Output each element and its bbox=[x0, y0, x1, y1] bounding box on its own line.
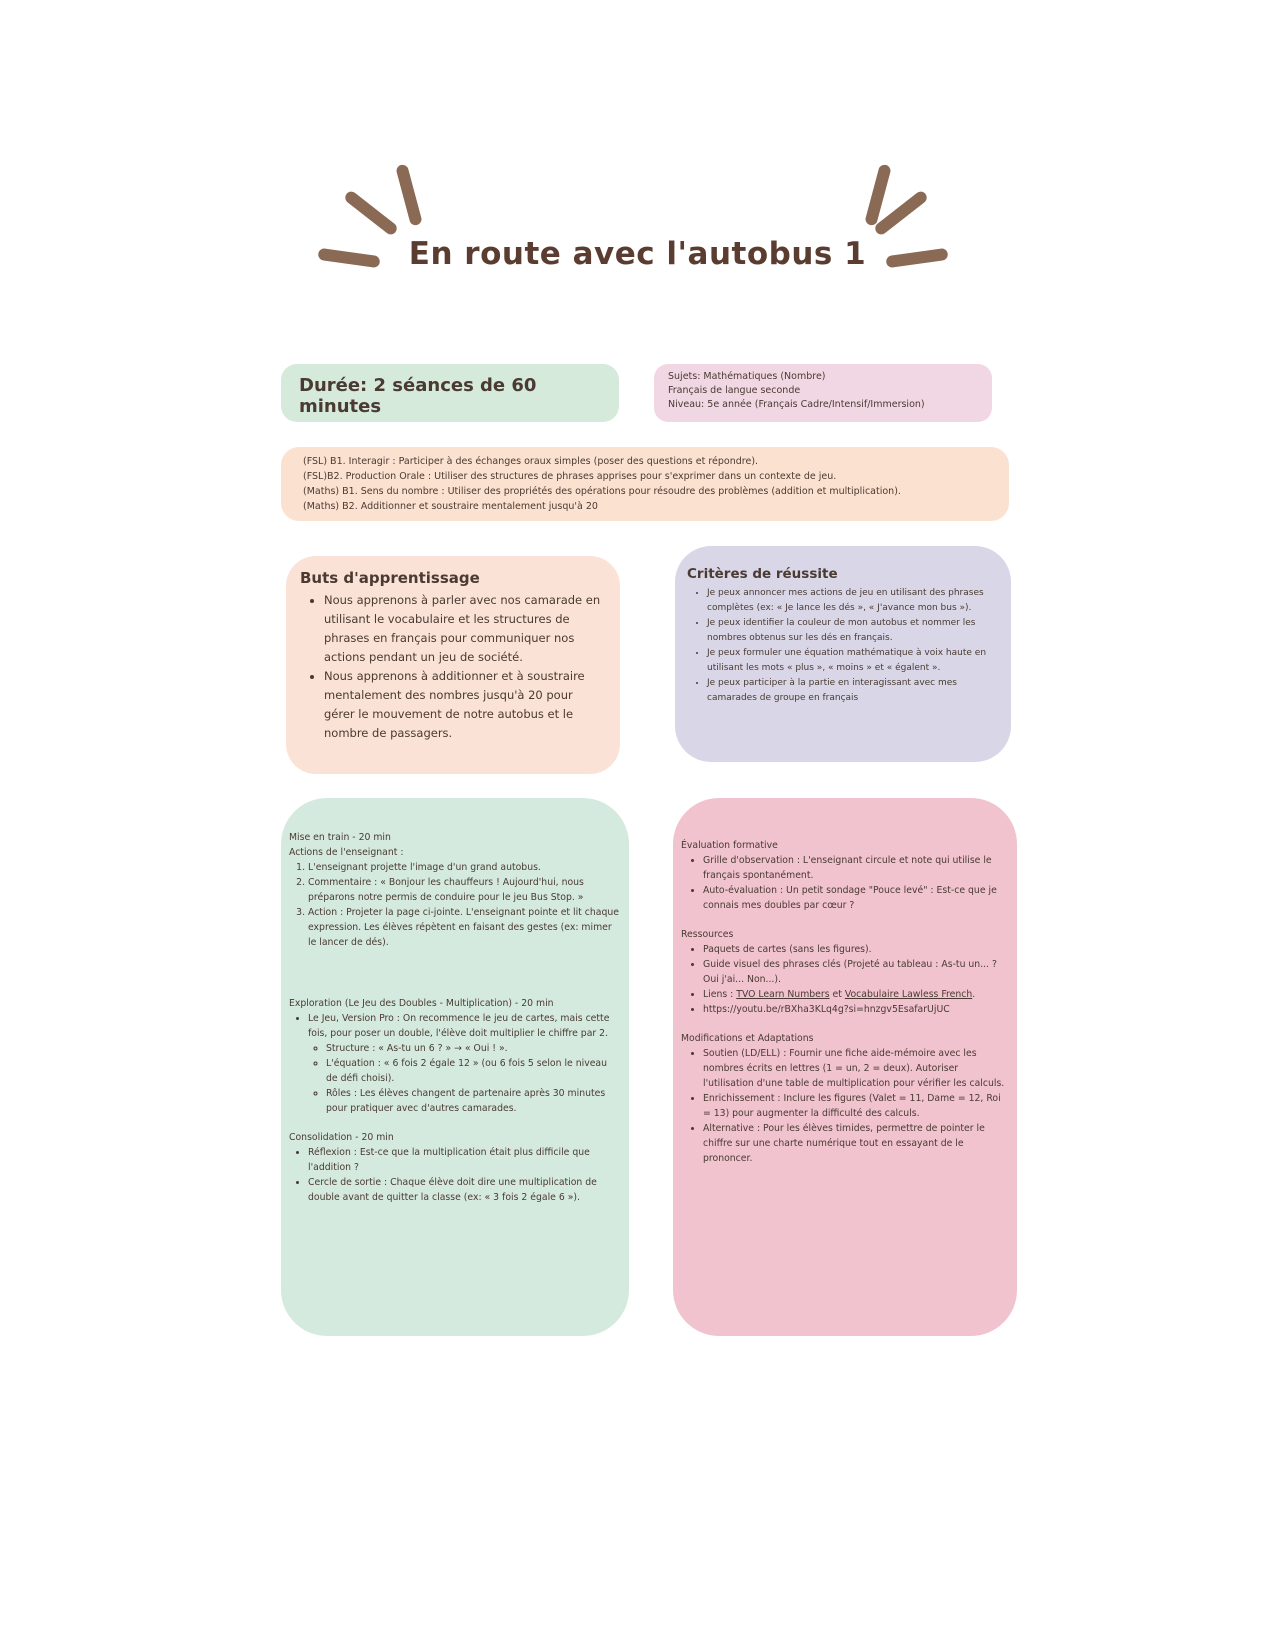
list-item: • Alternative : Pour les élèves timides, permettre de pointer le chiffre sur une charte numérique tout en essayant de le prononcer. bbox=[703, 1121, 1007, 1166]
exploration-sublist bbox=[308, 1041, 621, 1116]
expectation-line: (Maths) B2. Additionner et soustraire mentalement jusqu'à 20 bbox=[303, 501, 598, 512]
lesson-flow-card bbox=[281, 798, 629, 1336]
list-item: ◦ L'équation : « 6 fois 2 égale 12 » (ou 6 fois 5 selon le niveau de défi choisi). bbox=[326, 1056, 621, 1086]
exploration-list bbox=[289, 1011, 621, 1116]
subjects-line: Sujets: Mathématiques (Nombre) bbox=[668, 371, 826, 382]
exploration-title: Exploration (Le Jeu des Doubles - Multiplication) - 20 min bbox=[289, 998, 554, 1009]
expectation-line: (FSL) B1. Interagir : Participer à des échanges oraux simples (poser des questions et répondre). bbox=[303, 456, 759, 467]
teacher-actions-title: Actions de l'enseignant : bbox=[289, 847, 404, 858]
learning-goals-title: Buts d'apprentissage bbox=[300, 569, 480, 587]
list-item: • Nous apprenons à additionner et à soustraire mentalement des nombres jusqu'à 20 pour gérer le mouvement de notre autobus et le nombre de passagers. bbox=[324, 667, 606, 743]
mise-en-train-title: Mise en train - 20 min bbox=[289, 832, 391, 843]
list-item: • Nous apprenons à parler avec nos camarade en utilisant le vocabulaire et les structures de phrases en français pour communiquer nos actions pendant un jeu de société. bbox=[324, 591, 606, 667]
exploration-item: Le Jeu, Version Pro : On recommence le jeu de cartes, mais cette fois, pour poser un double, l'élève doit multiplier le chiffre par 2. bbox=[308, 1013, 610, 1039]
curriculum-expectations-card bbox=[281, 447, 1009, 521]
learning-goals-list bbox=[300, 591, 606, 743]
page-title: En route avec l'autobus 1 bbox=[408, 236, 867, 272]
list-item: • Je peux identifier la couleur de mon autobus et nommer les nombres obtenus sur les dés en français. bbox=[707, 616, 999, 646]
tvo-learn-link[interactable]: TVO Learn Numbers bbox=[736, 989, 830, 1000]
formative-evaluation-title: Évaluation formative bbox=[681, 840, 778, 851]
list-item: • Je peux participer à la partie en interagissant avec mes camarades de groupe en français bbox=[707, 676, 999, 706]
modifications-list bbox=[681, 1046, 1007, 1166]
list-item: 2. Commentaire : « Bonjour les chauffeurs ! Aujourd'hui, nous préparons notre permis de conduire pour le jeu Bus Stop. » bbox=[308, 875, 621, 905]
sun-ray-icon bbox=[395, 164, 423, 227]
subjects-line: Niveau: 5e année (Français Cadre/Intensif/Immersion) bbox=[668, 399, 925, 410]
list-item: • Enrichissement : Inclure les figures (Valet = 11, Dame = 12, Roi = 13) pour augmenter la difficulté des calculs. bbox=[703, 1091, 1007, 1121]
subjects-line: Français de langue seconde bbox=[668, 385, 801, 396]
sun-ray-icon bbox=[343, 189, 399, 237]
consolidation-title: Consolidation - 20 min bbox=[289, 1132, 394, 1143]
list-item: • Paquets de cartes (sans les figures). bbox=[703, 942, 1007, 957]
list-item: • Cercle de sortie : Chaque élève doit dire une multiplication de double avant de quitter la classe (ex: « 3 fois 2 égale 6 »). bbox=[308, 1175, 621, 1205]
links-prefix: Liens : bbox=[703, 989, 737, 1000]
list-item bbox=[703, 1002, 1007, 1017]
youtube-url-link[interactable]: https://youtu.be/rBXha3KLq4g?si=hnzgv5EsafarUjUC bbox=[703, 1004, 950, 1015]
success-criteria-list bbox=[687, 586, 999, 706]
expectation-line: (Maths) B1. Sens du nombre : Utiliser des propriétés des opérations pour résoudre des problèmes (addition et multiplication). bbox=[303, 486, 901, 497]
modifications-title: Modifications et Adaptations bbox=[681, 1033, 814, 1044]
evaluation-card bbox=[673, 798, 1017, 1336]
resources-list bbox=[681, 942, 1007, 1017]
teacher-actions-list bbox=[289, 860, 621, 950]
resources-title: Ressources bbox=[681, 929, 734, 940]
links-and: et bbox=[829, 989, 845, 1000]
list-item: • Guide visuel des phrases clés (Projeté au tableau : As-tu un... ? Oui j'ai... Non...). bbox=[703, 957, 1007, 987]
consolidation-list bbox=[289, 1145, 621, 1205]
duration-card bbox=[281, 364, 619, 422]
formative-evaluation-list bbox=[681, 853, 1007, 913]
list-item: ◦ Rôles : Les élèves changent de partenaire après 30 minutes pour pratiquer avec d'autres camarades. bbox=[326, 1086, 621, 1116]
links-suffix: . bbox=[972, 989, 976, 1000]
lawless-french-link[interactable]: Vocabulaire Lawless French bbox=[844, 989, 973, 1000]
learning-goals-card bbox=[286, 556, 620, 774]
expectation-line: (FSL)B2. Production Orale : Utiliser des structures de phrases apprises pour s'exprimer dans un contexte de jeu. bbox=[303, 471, 837, 482]
success-criteria-card bbox=[675, 546, 1011, 762]
list-item: 3. Action : Projeter la page ci-jointe. L'enseignant pointe et lit chaque expression. Les élèves répètent en faisant des gestes (ex: mimer le lancer de dés). bbox=[308, 905, 621, 950]
subjects-card bbox=[654, 364, 992, 422]
list-item bbox=[703, 987, 1007, 1002]
list-item: • Je peux annoncer mes actions de jeu en utilisant des phrases complètes (ex: « Je lance les dés », « J'avance mon bus »). bbox=[707, 586, 999, 616]
list-item: ◦ Structure : « As-tu un 6 ? » → « Oui ! ». bbox=[326, 1041, 621, 1056]
list-item: • Je peux formuler une équation mathématique à voix haute en utilisant les mots « plus », « moins » et « égalent ». bbox=[707, 646, 999, 676]
success-criteria-title: Critères de réussite bbox=[687, 566, 838, 582]
list-item: • Soutien (LD/ELL) : Fournir une fiche aide-mémoire avec les nombres écrits en lettres (1 = un, 2 = deux). Autoriser l'utilisation d'une table de multiplication pour vérifier les calculs. bbox=[703, 1046, 1007, 1091]
list-item: 1. L'enseignant projette l'image d'un grand autobus. bbox=[308, 860, 621, 875]
list-item: • Grille d'observation : L'enseignant circule et note qui utilise le français spontanément. bbox=[703, 853, 1007, 883]
duration-text: Durée: 2 séances de 60 minutes bbox=[299, 375, 537, 417]
list-item bbox=[308, 1011, 621, 1116]
list-item: • Auto-évaluation : Un petit sondage "Pouce levé" : Est-ce que je connais mes doubles par cœur ? bbox=[703, 883, 1007, 913]
list-item: • Réflexion : Est-ce que la multiplication était plus difficile que l'addition ? bbox=[308, 1145, 621, 1175]
